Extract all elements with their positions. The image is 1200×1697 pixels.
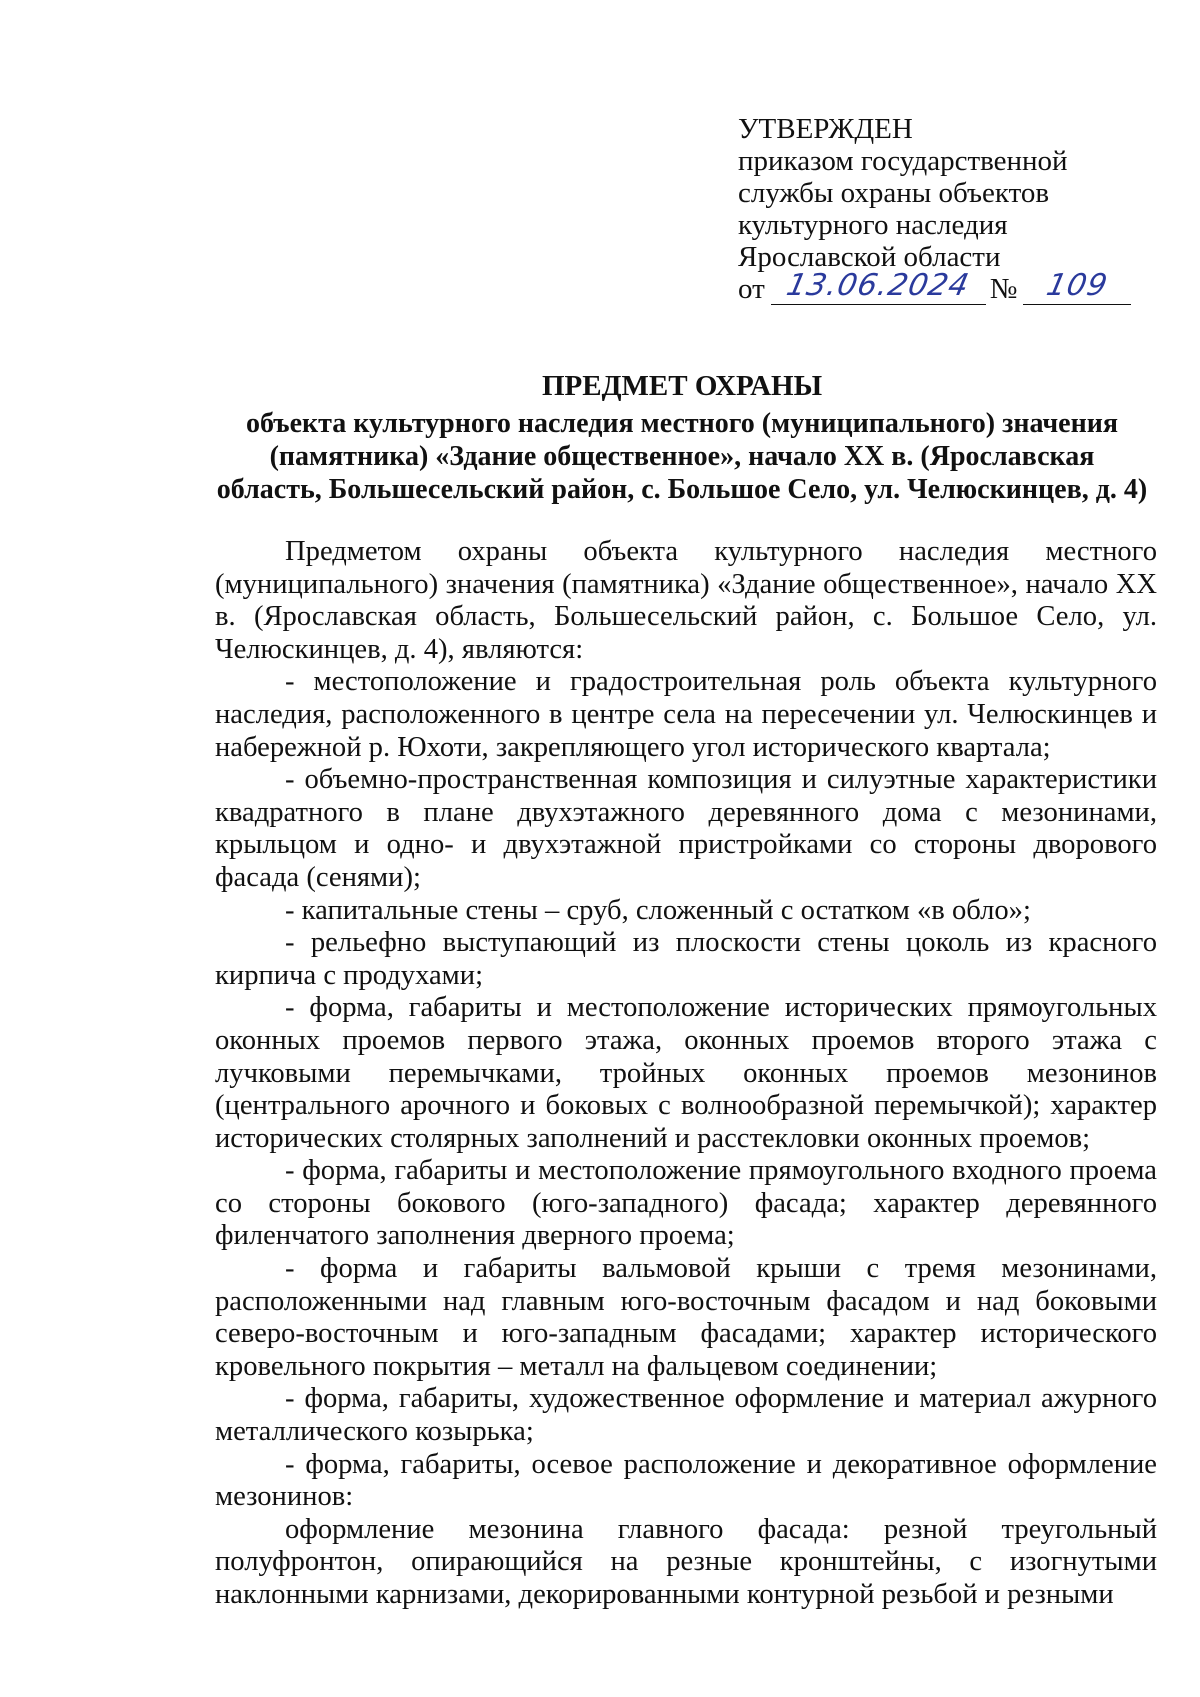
date-prefix: от: [738, 273, 765, 305]
document-subtitle-line: объекта культурного наследия местного (муниципального) значения: [245, 408, 1119, 439]
body-paragraph: - форма, габариты, осевое расположение и декоративное оформление мезонинов:: [215, 1448, 1157, 1513]
number-prefix: №: [989, 273, 1018, 305]
body-paragraph: - форма, габариты и местоположение исторических прямоугольных оконных проемов первого этажа, оконных проемов второго этажа с лучковыми перемычками, тройных оконных проемов мезонинов (центрального арочного и боковых с волнообразной перемычкой); характер исторических столярных заполнений и расстекловки оконных проемов;: [215, 992, 1157, 1154]
body-paragraph: - капитальные стены – сруб, сложенный с остатком «в обло»;: [285, 894, 1031, 926]
approval-heading: УТВЕРЖДЕН: [738, 113, 913, 145]
body-paragraph: - объемно-пространственная композиция и силуэтные характеристики квадратного в плане двухэтажного деревянного дома с мезонинами, крыльцом и одно- и двухэтажной пристройками со стороны дворового фасада (сенями);: [215, 764, 1157, 893]
approval-block: [738, 113, 1138, 305]
approval-line: службы охраны объектов: [738, 177, 1050, 209]
body-paragraph: - форма, габариты, художественное оформление и материал ажурного металлического козырька;: [215, 1383, 1157, 1448]
body-paragraph: - форма, габариты и местоположение прямоугольного входного проема со стороны бокового (юго-западного) фасада; характер деревянного филенчатого заполнения дверного проема;: [215, 1155, 1157, 1252]
document-title-block: [200, 370, 1164, 506]
date-field: [771, 268, 986, 305]
handwritten-date: 13.06.2024: [783, 268, 974, 303]
document-title: ПРЕДМЕТ ОХРАНЫ: [541, 370, 823, 402]
body-paragraph: - форма и габариты вальмовой крыши с тремя мезонинами, расположенными над главным юго-восточным фасадом и над боковыми северо-восточным и юго-западным фасадами; характер исторического кровельного покрытия – металл на фальцевом соединении;: [215, 1253, 1157, 1382]
approval-line: приказом государственной: [738, 145, 1068, 177]
document-body: [215, 536, 1157, 1612]
body-paragraph: Предметом охраны объекта культурного наследия местного (муниципального) значения (памятника) «Здание общественное», начало XX в. (Ярославская область, Большесельский район, с. Большое Село, ул. Челюскинцев, д. 4), являются:: [215, 536, 1157, 665]
approval-date-line: [738, 268, 1138, 305]
handwritten-number: 109: [1043, 268, 1112, 303]
body-paragraph: - рельефно выступающий из плоскости стены цоколь из красного кирпича с продухами;: [215, 927, 1157, 991]
body-paragraph: - местоположение и градостроительная роль объекта культурного наследия, расположенного в центре села на пересечении ул. Челюскинцев и набережной р. Юхоти, закрепляющего угол исторического квартала;: [215, 666, 1157, 763]
number-field: [1023, 268, 1131, 305]
approval-line: культурного наследия: [738, 209, 1008, 241]
body-paragraph: оформление мезонина главного фасада: резной треугольный полуфронтон, опирающийся на резные кронштейны, с изогнутыми наклонными карнизами, декорированными контурной резьбой и резными: [215, 1513, 1157, 1610]
document-subtitle-line: (памятника) «Здание общественное», начало XX в. (Ярославская: [269, 441, 1095, 472]
document-subtitle-line: область, Большесельский район, с. Большое Село, ул. Челюскинцев, д. 4): [216, 474, 1148, 505]
approval-line: Ярославской области: [738, 241, 1001, 273]
